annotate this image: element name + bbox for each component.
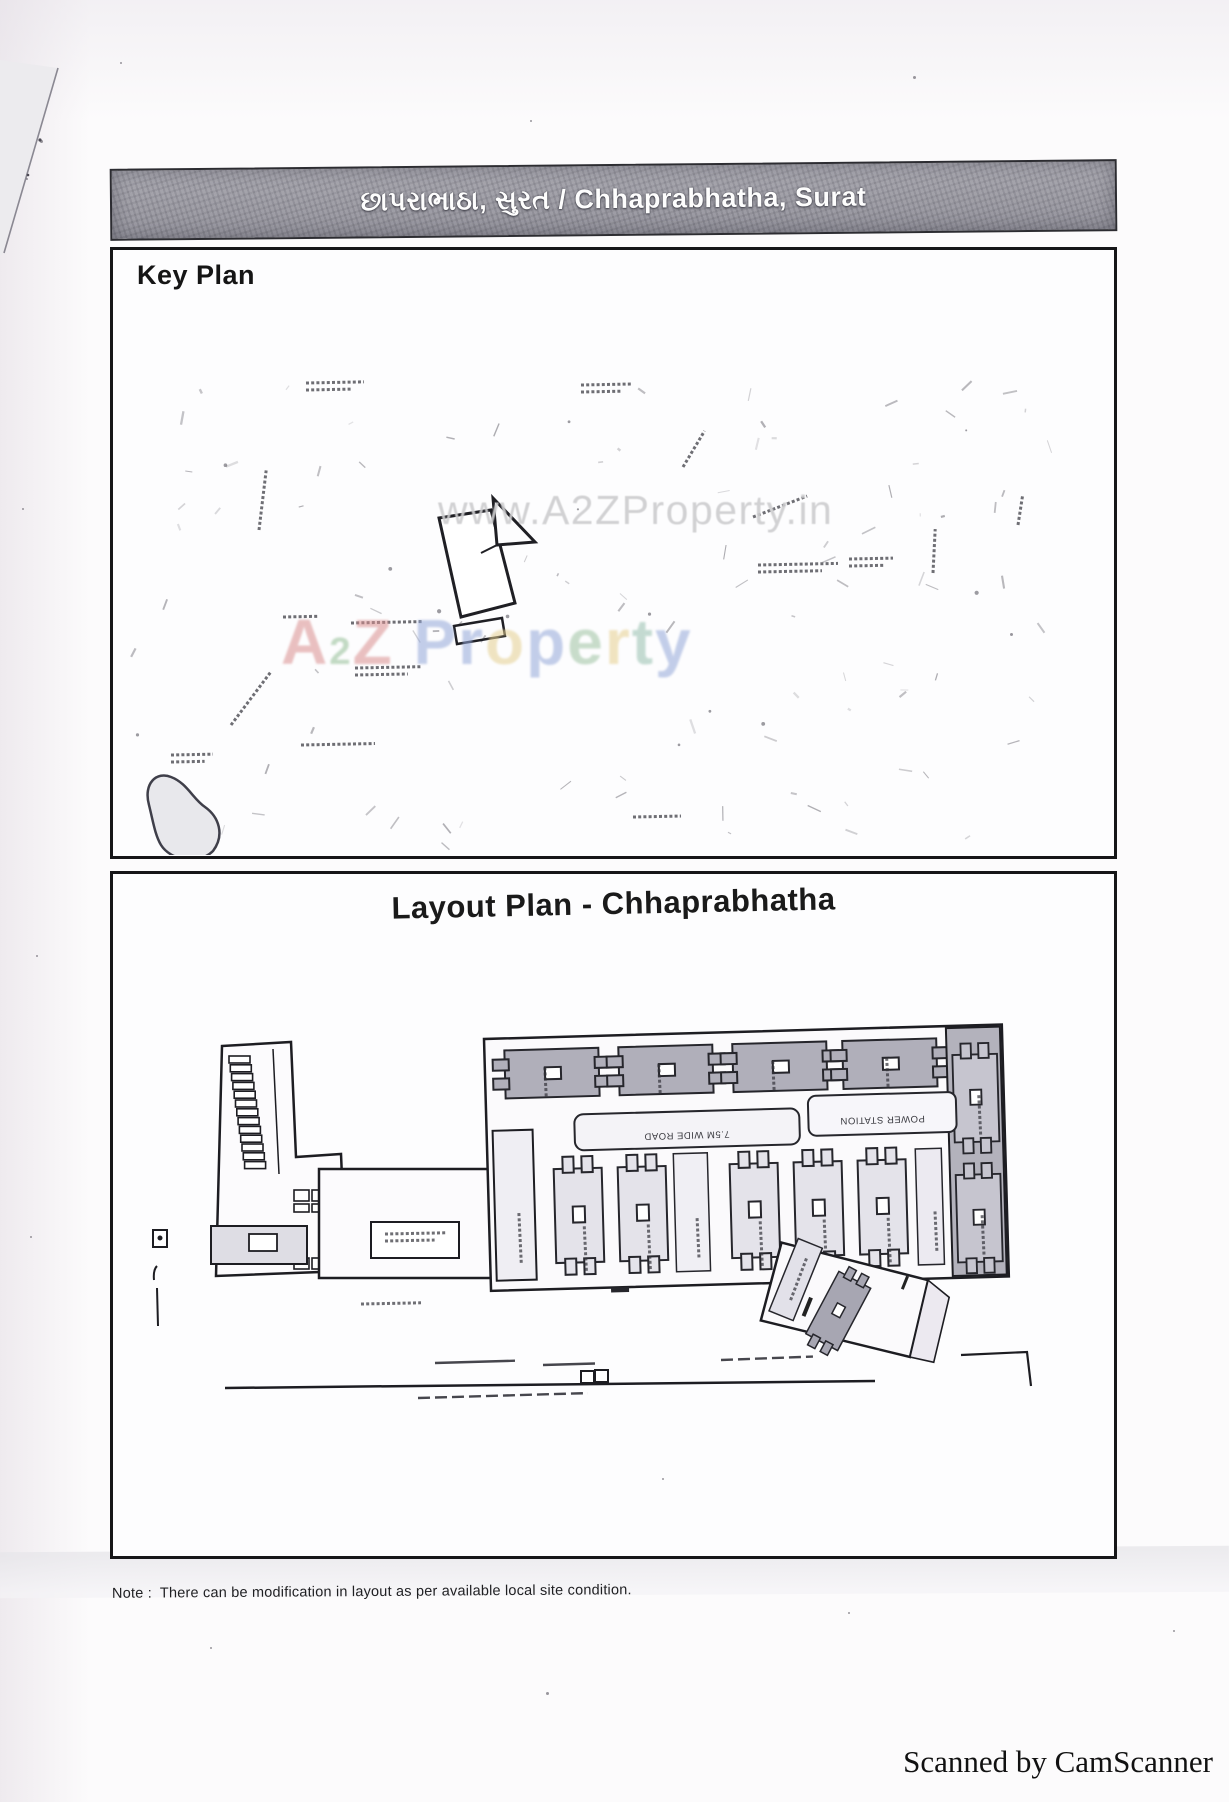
watermark-brand xyxy=(281,605,693,679)
watermark-letter: 2 xyxy=(329,630,353,673)
key-plan-section xyxy=(110,247,1117,859)
map-place-labels xyxy=(171,382,1023,817)
building-block xyxy=(952,1043,1000,1154)
road-label-box xyxy=(574,1108,800,1150)
internal-road xyxy=(673,1153,710,1272)
note-body: There can be modification in layout as per available local site condition. xyxy=(159,1582,632,1602)
main-parcel xyxy=(484,1025,1009,1296)
watermark-letter: r xyxy=(604,606,632,678)
paper-speck xyxy=(913,76,916,79)
watermark-letter: t xyxy=(631,606,656,678)
watermark-letter xyxy=(394,606,414,678)
key-plan-map-drawing xyxy=(113,305,1114,855)
watermark-letter: p xyxy=(526,606,568,678)
watermark-letter: y xyxy=(655,606,693,678)
watermark-url: www.A2ZProperty.in xyxy=(438,487,834,533)
building-block xyxy=(830,1038,949,1089)
fold-line xyxy=(4,68,58,253)
note-label: Note : xyxy=(111,1585,152,1602)
building-block xyxy=(617,1154,668,1273)
paper-speck xyxy=(30,1236,32,1238)
map-pond-outline xyxy=(148,775,220,855)
key-plan-map xyxy=(113,305,1114,855)
building-block xyxy=(606,1044,725,1095)
building-block xyxy=(729,1151,780,1270)
watermark-letter: Z xyxy=(352,606,394,678)
paper-speck xyxy=(26,178,28,180)
paper-speck xyxy=(848,1612,850,1614)
station-box xyxy=(808,1092,957,1136)
scan-top-shadow xyxy=(0,0,1229,120)
paper-speck xyxy=(22,508,24,510)
paper-speck xyxy=(1173,1630,1175,1632)
open-plot xyxy=(319,1169,511,1278)
layout-plan-drawing xyxy=(113,874,1114,1556)
building-block xyxy=(492,1047,611,1098)
building-block xyxy=(955,1163,1003,1274)
road-label: 7.5M WIDE ROAD xyxy=(643,1128,730,1142)
key-plan-title: Key Plan xyxy=(137,260,256,290)
watermark-letter: r xyxy=(458,606,486,678)
station-label: POWER STATION xyxy=(839,1112,925,1127)
building-block xyxy=(553,1156,604,1275)
page-fold-corner xyxy=(0,55,70,270)
paper-speck xyxy=(546,1692,549,1695)
building-block xyxy=(857,1147,908,1266)
header-banner xyxy=(110,159,1118,241)
layout-plan-section xyxy=(110,871,1117,1559)
fold-shade xyxy=(0,60,58,255)
pedestrian-strip xyxy=(493,1130,537,1281)
paper-speck xyxy=(210,1647,212,1649)
watermark-letter: A xyxy=(281,606,330,678)
paper-speck xyxy=(36,955,38,957)
layout-plan-title: Layout Plan - Chhaprabhatha xyxy=(391,881,836,926)
building-block xyxy=(720,1041,839,1092)
paper-speck xyxy=(530,120,532,122)
paper-speck xyxy=(120,62,122,64)
roadside-marks xyxy=(153,1230,167,1326)
note-text xyxy=(112,1582,632,1602)
header-title: છાપરાભાઠા, સુરત / Chhaprabhatha, Surat xyxy=(360,181,867,217)
paper-speck xyxy=(40,140,43,143)
watermark-letter: e xyxy=(567,606,605,678)
paper-speck xyxy=(662,1478,664,1480)
watermark-letter: P xyxy=(413,606,459,678)
scanner-credit: Scanned by CamScanner xyxy=(903,1744,1213,1779)
watermark-letter: o xyxy=(485,606,527,678)
internal-road xyxy=(915,1148,944,1265)
scan-edge-shadow xyxy=(0,0,90,1802)
paper-speck xyxy=(1010,633,1013,636)
